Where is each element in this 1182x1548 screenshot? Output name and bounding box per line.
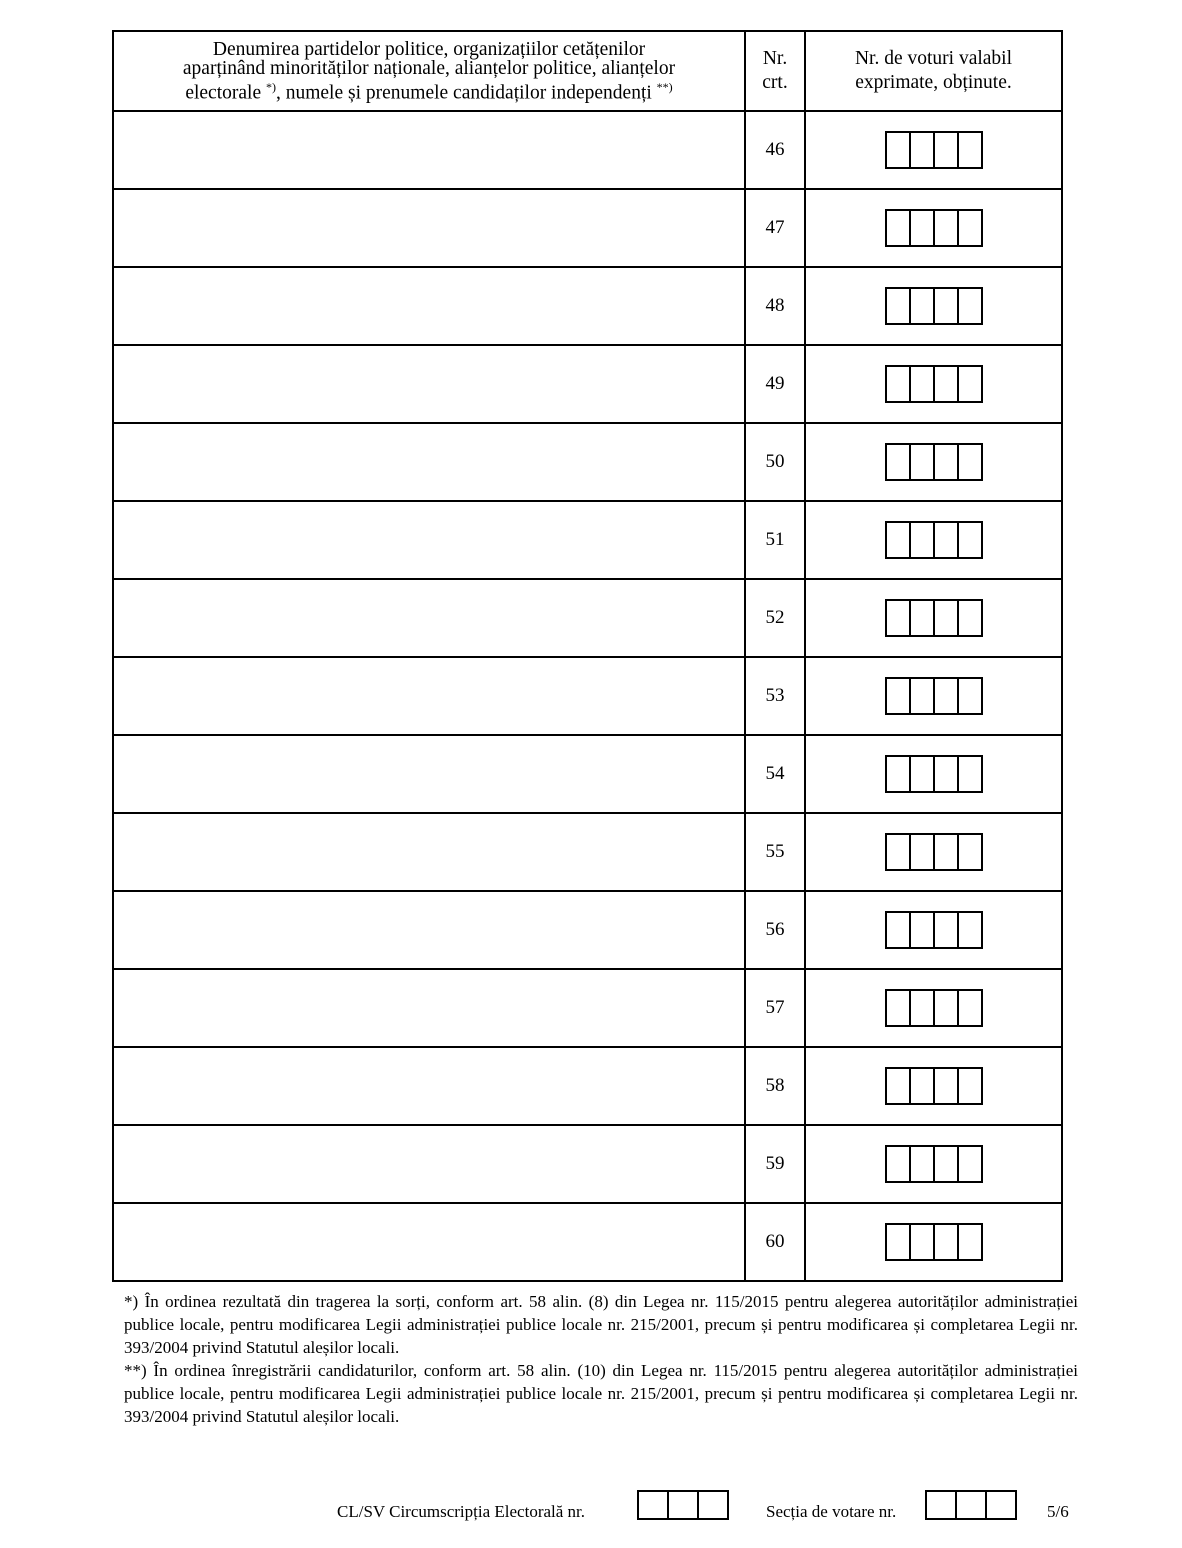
footnote-1: *) În ordinea rezultată din tragerea la sorți, conform art. 58 alin. (8) din Legea nr. 115/2015 pentru alegerea autorităților administrației publice locale, pentru modificarea Legii administrației publice locale nr. 215/2001, precum și pentru modificarea și completarea Legii nr. 393/2004 privind Statutul aleșilor locali. — [124, 1292, 1078, 1357]
votes-cell — [805, 345, 1062, 423]
votes-cell — [805, 1047, 1062, 1125]
row-number: 51 — [745, 501, 805, 579]
header-party-name — [113, 31, 745, 111]
table-row — [113, 1047, 1062, 1125]
party-name-field[interactable] — [113, 345, 745, 423]
votes-cell — [805, 1203, 1062, 1281]
party-name-field[interactable] — [113, 1203, 745, 1281]
party-name-field[interactable] — [113, 891, 745, 969]
footnote-2: **) În ordinea înregistrării candidaturilor, conform art. 58 alin. (10) din Legea nr. 115/2015 pentru alegerea autorităților administrației publice locale, pentru modificarea Legii administrației publice locale nr. 215/2001, precum și pentru modificarea și completarea Legii nr. 393/2004 privind Statutul aleșilor locali. — [124, 1361, 1078, 1426]
row-number: 47 — [745, 189, 805, 267]
table-row — [113, 267, 1062, 345]
header-name-line1: Denumirea partidelor politice, organizațiilor cetățenilor — [212, 38, 646, 60]
party-name-field[interactable] — [113, 189, 745, 267]
votes-digit-boxes[interactable] — [885, 1223, 983, 1261]
votes-digit-boxes[interactable] — [885, 599, 983, 637]
votes-cell — [805, 267, 1062, 345]
table-row — [113, 657, 1062, 735]
party-name-field[interactable] — [113, 735, 745, 813]
votes-cell — [805, 111, 1062, 189]
table-row — [113, 1125, 1062, 1203]
table-row — [113, 345, 1062, 423]
votes-cell — [805, 657, 1062, 735]
page-number: 5/6 — [1047, 1502, 1069, 1521]
votes-digit-boxes[interactable] — [885, 755, 983, 793]
row-number: 58 — [745, 1047, 805, 1125]
votes-cell — [805, 189, 1062, 267]
party-name-field[interactable] — [113, 1125, 745, 1203]
header-votes-line1: Nr. de voturi valabil — [854, 48, 1013, 69]
table-row — [113, 579, 1062, 657]
row-number: 55 — [745, 813, 805, 891]
table-row — [113, 891, 1062, 969]
party-name-field[interactable] — [113, 423, 745, 501]
votes-cell — [805, 423, 1062, 501]
party-name-field[interactable] — [113, 657, 745, 735]
votes-cell — [805, 579, 1062, 657]
row-number: 54 — [745, 735, 805, 813]
party-name-field[interactable] — [113, 579, 745, 657]
votes-digit-boxes[interactable] — [885, 1067, 983, 1105]
votes-cell — [805, 1125, 1062, 1203]
votes-cell — [805, 813, 1062, 891]
row-number: 56 — [745, 891, 805, 969]
party-name-field[interactable] — [113, 813, 745, 891]
table-row — [113, 501, 1062, 579]
row-number: 52 — [745, 579, 805, 657]
votes-digit-boxes[interactable] — [885, 131, 983, 169]
votes-digit-boxes[interactable] — [885, 287, 983, 325]
header-name-line2: aparținând minorităților naționale, alianțelor politice, alianțelor — [182, 57, 676, 79]
table-row — [113, 111, 1062, 189]
votes-digit-boxes[interactable] — [885, 677, 983, 715]
row-number: 50 — [745, 423, 805, 501]
header-name-line3b: , numele și prenumele candidaților independenți — [275, 82, 657, 104]
row-number: 53 — [745, 657, 805, 735]
results-table — [112, 30, 1063, 1282]
party-name-field[interactable] — [113, 267, 745, 345]
votes-digit-boxes[interactable] — [885, 911, 983, 949]
votes-digit-boxes[interactable] — [885, 365, 983, 403]
section-label: Secția de votare nr. — [766, 1502, 897, 1521]
header-nr-line1: Nr. — [762, 48, 788, 69]
row-number: 48 — [745, 267, 805, 345]
row-number: 49 — [745, 345, 805, 423]
table-row — [113, 1203, 1062, 1281]
row-number: 60 — [745, 1203, 805, 1281]
votes-digit-boxes[interactable] — [885, 521, 983, 559]
table-row — [113, 813, 1062, 891]
header-valid-votes — [805, 31, 1062, 111]
row-number: 59 — [745, 1125, 805, 1203]
table-body — [113, 111, 1062, 1281]
table-header-row — [113, 31, 1062, 111]
circumscription-label: CL/SV Circumscripția Electorală nr. — [337, 1502, 586, 1521]
votes-digit-boxes[interactable] — [885, 209, 983, 247]
section-number-field[interactable] — [925, 1490, 1017, 1520]
header-votes-line2: exprimate, obținute. — [855, 72, 1012, 93]
circumscription-number-field[interactable] — [637, 1490, 729, 1520]
footnote-ref-2: **) — [656, 79, 673, 94]
table-row — [113, 969, 1062, 1047]
footnotes — [124, 1290, 1078, 1428]
page-footer — [0, 1486, 1182, 1526]
row-number: 57 — [745, 969, 805, 1047]
votes-digit-boxes[interactable] — [885, 833, 983, 871]
votes-cell — [805, 735, 1062, 813]
votes-digit-boxes[interactable] — [885, 1145, 983, 1183]
header-nr-line2: crt. — [762, 72, 788, 93]
footnote-ref-1: *) — [265, 79, 276, 94]
votes-digit-boxes[interactable] — [885, 443, 983, 481]
party-name-field[interactable] — [113, 501, 745, 579]
header-nr-crt — [745, 31, 805, 111]
votes-cell — [805, 891, 1062, 969]
table-row — [113, 735, 1062, 813]
votes-digit-boxes[interactable] — [885, 989, 983, 1027]
votes-cell — [805, 501, 1062, 579]
row-number: 46 — [745, 111, 805, 189]
party-name-field[interactable] — [113, 1047, 745, 1125]
votes-cell — [805, 969, 1062, 1047]
table-row — [113, 189, 1062, 267]
party-name-field[interactable] — [113, 111, 745, 189]
party-name-field[interactable] — [113, 969, 745, 1047]
header-name-line3a: electorale — [185, 82, 266, 104]
table-row — [113, 423, 1062, 501]
